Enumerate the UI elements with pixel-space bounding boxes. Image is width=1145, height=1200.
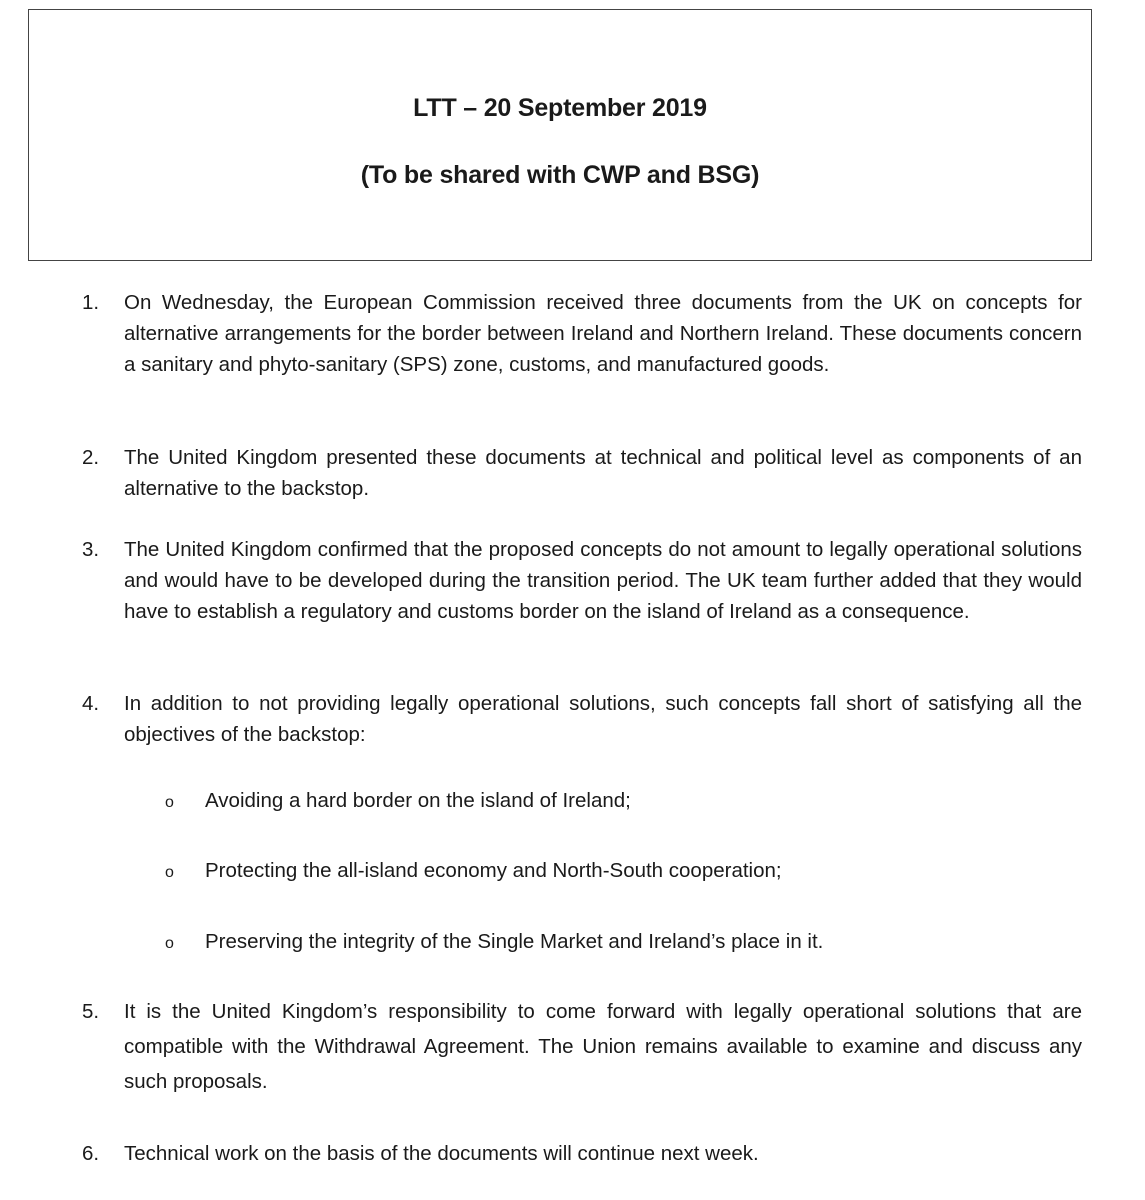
paragraph-text: Technical work on the basis of the documents will continue next week. [124, 1142, 759, 1165]
bullet-marker: o [165, 935, 174, 952]
paragraph-2 [82, 442, 1082, 504]
bullet-item-3 [165, 926, 823, 959]
paragraph-text: The United Kingdom presented these documents at technical and political level as components of an alternative to the backstop. [124, 446, 1082, 500]
bullet-text: Avoiding a hard border on the island of Ireland; [205, 789, 631, 812]
paragraph-text: It is the United Kingdom’s responsibility to come forward with legally operational solutions that are compatible with the Withdrawal Agreement. The Union remains available to examine and discuss any such proposals. [124, 1000, 1082, 1093]
paragraph-number: 4. [82, 692, 100, 715]
paragraph-text: On Wednesday, the European Commission received three documents from the UK on concepts for alternative arrangements for the border between Ireland and Northern Ireland. These documents concern a sanitary and phyto-sanitary (SPS) zone, customs, and manufactured goods. [124, 291, 1082, 376]
header-box [28, 9, 1092, 261]
bullet-marker: o [165, 794, 174, 811]
paragraph-5 [82, 994, 1082, 1099]
document-subtitle: (To be shared with CWP and BSG) [360, 161, 760, 189]
paragraph-1 [82, 287, 1082, 380]
bullet-text: Preserving the integrity of the Single Market and Ireland’s place in it. [205, 930, 824, 953]
bullet-item-2 [165, 855, 782, 888]
bullet-text: Protecting the all-island economy and North-South cooperation; [205, 859, 782, 882]
paragraph-number: 1. [82, 291, 100, 314]
paragraph-number: 2. [82, 446, 100, 469]
paragraph-3 [82, 534, 1082, 627]
paragraph-number: 6. [82, 1142, 100, 1165]
paragraph-text: In addition to not providing legally operational solutions, such concepts fall short of satisfying all the objectives of the backstop: [124, 692, 1082, 746]
bullet-item-1 [165, 785, 631, 818]
bullet-marker: o [165, 864, 174, 881]
paragraph-text: The United Kingdom confirmed that the proposed concepts do not amount to legally operational solutions and would have to be developed during the transition period. The UK team further added that they would have to establish a regulatory and customs border on the island of Ireland as a consequence. [124, 538, 1082, 623]
paragraph-6 [82, 1138, 1082, 1169]
paragraph-number: 3. [82, 538, 100, 561]
document-title: LTT – 20 September 2019 [413, 94, 707, 122]
paragraph-number: 5. [82, 1000, 100, 1023]
paragraph-4 [82, 688, 1082, 750]
